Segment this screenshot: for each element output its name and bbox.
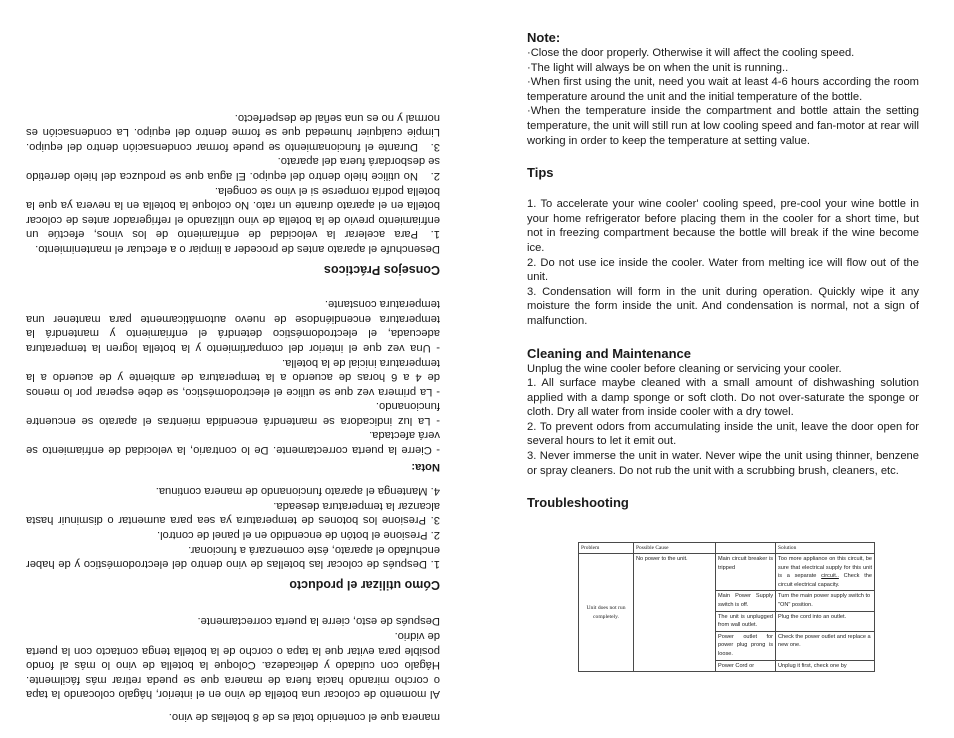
es-note: - Cierre la puerta correctamente. De lo contrario, la velocidad de enfriamiento se verá afectada. — [26, 429, 440, 457]
es-intro — [26, 614, 440, 724]
es-how-section — [26, 484, 440, 592]
english-page-content — [527, 30, 919, 511]
es-intro-close: Después de esto, cierre la puerta correctamente. — [197, 615, 440, 628]
sub-cause-cell: Main circuit breaker is tripped — [716, 554, 776, 591]
es-tip: 3.Durante el funcionamiento se puede formar condensación dentro del equipo. Limpie cualquier humedad que se forme dentro del equipo. La condensación es normal y no es una señal de desperfecto. — [26, 111, 440, 153]
es-note: - Una vez que el interior del compartimiento y la botella logren la temperatura adecuada, el electrodoméstico detendrá el enfriamiento y mantendrá la temperatura encendiéndose de nuevo automáticamente para mantener una temperatura constante. — [26, 298, 440, 354]
es-step: 4. Mantenga el aparato funcionando de manera continua. — [155, 485, 440, 498]
note-item: ·When first using the unit, need you wait at least 4-6 hours according the room temperature around the unit and the initial temperature of the bottle. — [527, 76, 919, 103]
header-blank — [716, 543, 776, 554]
es-tip: 2.No utilice hielo dentro del equipo. El agua que se produzca del hielo derretido se desbordará fuera del aparato. — [26, 155, 440, 182]
sub-cause-cell: The unit is unplugged from wall outlet. — [716, 611, 776, 631]
header-problem: Problem — [579, 543, 634, 554]
solution-cell: Plug the cord into an outlet. — [776, 611, 875, 631]
table-header-row — [579, 543, 875, 554]
sub-cause-cell: Power Cord or — [716, 660, 776, 672]
es-nota-heading: Nota: — [411, 460, 440, 473]
header-possible-cause: Possible Cause — [634, 543, 716, 554]
cause-cell: No power to the unit. — [634, 554, 716, 672]
es-step: 3. Presione los botones de temperatura ya sea para aumentar o disminuir hasta alcanzar la temperatura deseada. — [26, 499, 440, 527]
spanish-page-content — [26, 14, 440, 724]
es-note: - La luz indicadora se mantendrá encendida mientras el aparato se encuentre funcionando. — [26, 400, 440, 427]
sub-cause-cell: Main Power Supply switch is off. — [716, 591, 776, 611]
cleaning-item: 2. To prevent odors from accumulating inside the unit, leave the door open for several hours to let it emit out. — [527, 420, 919, 448]
solution-cell: Check the power outlet and replace a new one. — [776, 631, 875, 660]
tip-item: 3. Condensation will form in the unit during operation. Quickly wipe it any moisture the form inside the unit. And condensation is normal, not a sign of malfunction. — [527, 285, 919, 327]
es-intro-para: Al momento de colocar una botella de vino en el interior, hágalo colocando la tapa o corcho mirando hacia fuera de manera que se pueda retirar más fácilmente. Hágalo con cuidado y delicadeza. Coloque la botella de vino lo más al fondo posible para evitar que la tapa o corcho de la botella tenga contacto con la puerta de vidrio. — [26, 630, 440, 701]
es-tips-section — [26, 110, 440, 277]
solution-cell: Turn the main power supply switch to "ON" position. — [776, 591, 875, 611]
es-step: 1. Después de colocar las botellas de vino dentro del electrodoméstico y de haber enchufado el aparato, éste comenzará a funcionar. — [26, 543, 440, 571]
note-item: ·When the temperature inside the compartment and bottle attain the setting temperature, the unit will still run at low cooling speed and fan-motor at rear will working in order to keep the temperature at setting value. — [527, 105, 919, 147]
tips-section — [527, 165, 919, 328]
sub-cause-cell: Power outlet for power plug prong is loose. — [716, 631, 776, 660]
solution-cell: Too more appliance on this circuit, be sure that electrical supply for this unit is a separate circuit.. Check the circuit electrical capacity. — [776, 554, 875, 591]
note-item: ·Close the door properly. Otherwise it will affect the cooling speed. — [527, 47, 855, 59]
es-intro-tail: manera que el contenido total es de 8 botellas de vino. — [168, 711, 440, 723]
cleaning-intro: Unplug the wine cooler before cleaning or servicing your cooler. — [527, 362, 842, 375]
header-solution: Solution — [776, 543, 875, 554]
cleaning-heading: Cleaning and Maintenance — [527, 345, 691, 361]
es-tips-heading: Consejos Prácticos — [323, 262, 440, 277]
es-tips-intro: Desenchufe el aparato antes de proceder a limpiar o a efectuar el mantenimiento. — [35, 242, 440, 255]
es-nota-section — [26, 297, 440, 474]
tip-item: 2. Do not use ice inside the cooler. Water from melting ice will flow out of the unit. — [527, 256, 919, 284]
note-item: ·The light will always be on when the unit is running.. — [527, 61, 789, 74]
solution-cell: Unplug it first, check one by — [776, 660, 875, 672]
tip-item: 1. To accelerate your wine cooler' cooling speed, pre-cool your wine bottle in your home refrigerator before placing them in the cooler for a short time, but not in freezing compartment because the bottle will break if the wine become ice. — [527, 198, 919, 254]
cleaning-item: 1. All surface maybe cleaned with a small amount of dishwashing solution applied with a damp sponge or soft cloth. Do not over-saturate the sponge or cloth. Dry all water from inside cooler with a dry towel. — [527, 377, 919, 419]
note-section — [527, 30, 919, 148]
es-how-heading: Cómo utilizar el producto — [289, 577, 440, 592]
es-tip: 1.Para acelerar la velocidad de enfriamiento de los vinos, efectúe un enfriamiento previo de la botella de vino utilizando el refrigerador antes de colocar botella en el aparato durante un rato. No coloque la botella en la nevera ya que la botella podría romperse si el vino se congela. — [26, 184, 440, 241]
cleaning-item: 3. Never immerse the unit in water. Never wipe the unit using thinner, benzene or spray cleaners. Do not rub the unit with a scrubbing brush, cleaners, etc. — [527, 450, 919, 477]
cleaning-section — [527, 346, 919, 479]
troubleshooting-heading: Troubleshooting — [527, 495, 629, 511]
es-note: - La primera vez que se utilice el electrodoméstico, se debe esperar por lo menos de 4 a 6 horas de acuerdo a la temperatura de ambiente y de acuerdo a la temperatura inicial de la botella. — [26, 356, 440, 398]
problem-cell: Unit does not run completely. — [579, 554, 634, 672]
troubleshooting-table — [578, 542, 875, 672]
es-step: 2. Presione el botón de encendido en el panel de control. — [156, 529, 440, 542]
note-heading: Note: — [527, 30, 561, 45]
tips-heading: Tips — [527, 165, 554, 181]
table-row — [579, 554, 875, 591]
